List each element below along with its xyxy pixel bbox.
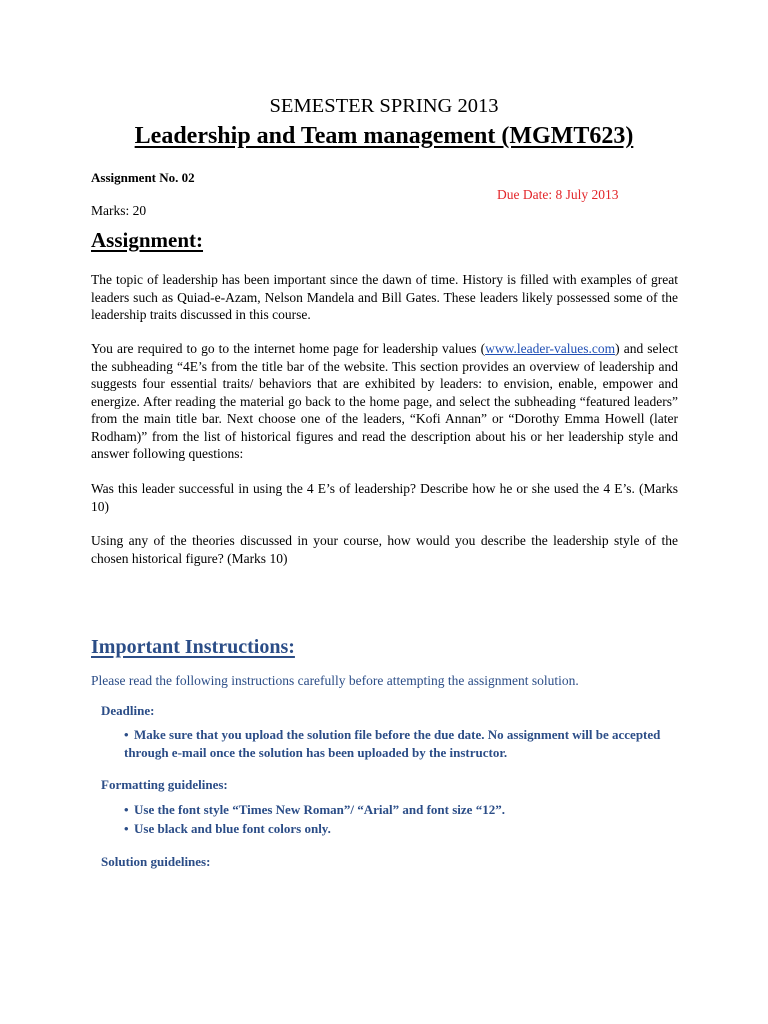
- solution-heading: Solution guidelines:: [101, 854, 211, 869]
- task-paragraph: [91, 340, 678, 463]
- leader-values-link[interactable]: www.leader-values.com: [485, 341, 616, 356]
- assignment-number: Assignment No. 02: [91, 170, 195, 185]
- formatting-bullet-color: [124, 820, 664, 838]
- intro-paragraph: The topic of leadership has been important since the dawn of time. History is filled with examples of great leaders such as Quiad-e-Azam, Nelson Mandela and Bill Gates. These leaders likely possessed some of the leadership traits discussed in this course.: [91, 272, 678, 322]
- assignment-heading: Assignment:: [91, 228, 204, 252]
- deadline-heading: Deadline:: [101, 703, 155, 718]
- formatting-heading: Formatting guidelines:: [101, 777, 228, 792]
- semester-title: SEMESTER SPRING 2013: [269, 95, 499, 117]
- bullet-icon: •: [124, 802, 129, 817]
- deadline-bullet: [124, 726, 664, 762]
- formatting-bullet-text: Use the font style “Times New Roman”/ “Arial” and font size “12”.: [134, 802, 505, 817]
- bullet-icon: •: [124, 821, 129, 836]
- question-2: Using any of the theories discussed in your course, how would you describe the leadership style of the chosen historical figure? (Marks 10): [91, 533, 678, 566]
- formatting-bullet-font: [124, 801, 664, 819]
- marks: Marks: 20: [91, 203, 147, 218]
- instructions-intro: Please read the following instructions carefully before attempting the assignment solution.: [91, 673, 579, 688]
- instructions-heading: Important Instructions:: [91, 636, 295, 658]
- formatting-bullet-text: Use black and blue font colors only.: [134, 821, 331, 836]
- deadline-bullet-text: Make sure that you upload the solution file before the due date. No assignment will be accepted through e-mail once the solution has been uploaded by the instructor.: [124, 727, 661, 760]
- task-text-after: ) and select the subheading “4E’s from the title bar of the website. This section provides an overview of leadership and suggests four essential traits/ behaviors that are exhibited by leaders: to envision, enable, empower and energize. After reading the material go back to the home page, and select the subheading “featured leaders” from the main title bar. Next choose one of the leaders, “Kofi Annan” or “Dorothy Emma Howell (later Rodham)” from the list of historical figures and read the description about his or her leadership style and answer following questions:: [91, 341, 679, 461]
- bullet-icon: •: [124, 727, 129, 742]
- task-text-before: You are required to go to the internet home page for leadership values (: [91, 341, 486, 356]
- question-1: Was this leader successful in using the 4 E’s of leadership? Describe how he or she used the 4 E’s. (Marks 10): [91, 481, 678, 514]
- course-title: Leadership and Team management (MGMT623): [134, 123, 634, 149]
- due-date: Due Date: 8 July 2013: [497, 187, 619, 202]
